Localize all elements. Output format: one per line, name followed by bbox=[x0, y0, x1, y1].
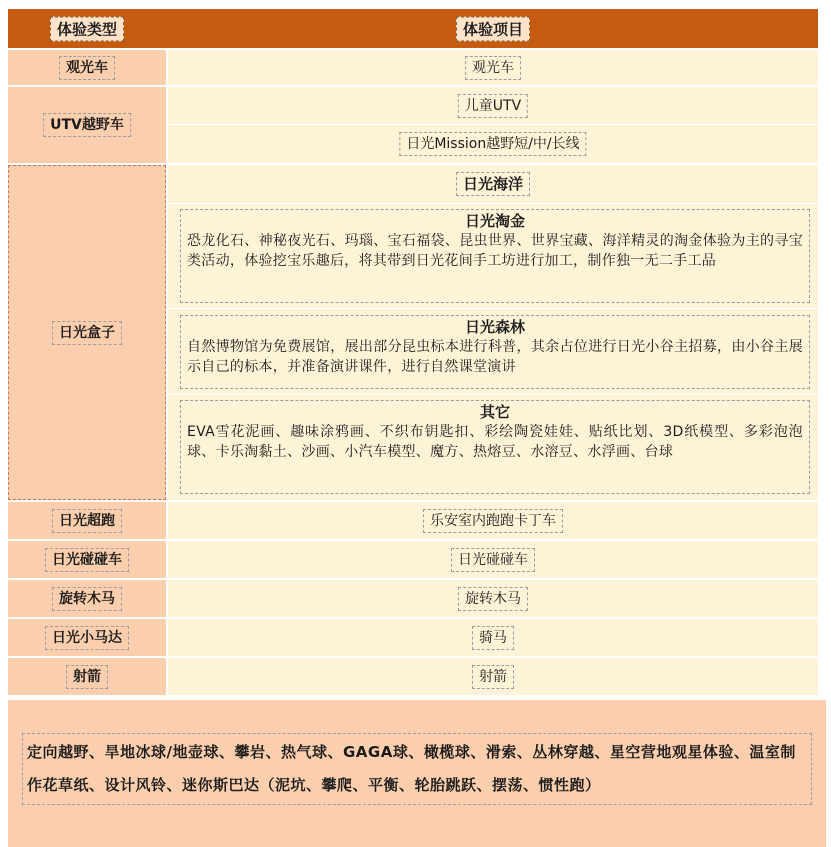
item-label: 旋转木马 bbox=[458, 587, 528, 611]
table-row bbox=[8, 541, 818, 578]
type-cell bbox=[8, 165, 166, 500]
other-description: EVA雪花泥画、趣味涂鸦画、不织布钥匙扣、彩绘陶瓷娃娃、贴纸比划、3D纸模型、多彩泡泡球、卡乐淘黏土、沙画、小汽车模型、魔方、热熔豆、水溶豆、水浮画、台球 bbox=[187, 424, 803, 460]
item-label: 日光Mission越野短/中/长线 bbox=[399, 132, 586, 156]
item-subcell bbox=[168, 125, 818, 163]
item-cell bbox=[168, 619, 818, 656]
other-title: 其它 bbox=[479, 403, 510, 421]
table-row bbox=[8, 619, 818, 656]
type-label: 日光小马达 bbox=[45, 626, 129, 650]
ocean-label: 日光海洋 bbox=[456, 172, 530, 196]
type-label: 日光碰碰车 bbox=[45, 548, 129, 572]
type-cell bbox=[8, 658, 166, 695]
type-cell bbox=[8, 541, 166, 578]
type-cell bbox=[8, 619, 166, 656]
other-activities-text: 定向越野、旱地冰球/地壶球、攀岩、热气球、GAGA球、橄榄球、滑索、丛林穿越、星空营地观星体验、温室制作花草纸、设计风铃、迷你斯巴达（泥坑、攀爬、平衡、轮胎跳跃、摆荡、惯性跑） bbox=[22, 733, 812, 805]
table-row bbox=[8, 87, 818, 163]
forest-description: 自然博物馆为免费展馆，展出部分昆虫标本进行科普，其余占位进行日光小谷主招募，由小谷主展示自己的标本，并准备演讲课件，进行自然课堂演讲 bbox=[187, 339, 803, 375]
forest-block bbox=[180, 315, 810, 389]
item-cell bbox=[168, 50, 818, 85]
item-cell bbox=[168, 580, 818, 617]
divider bbox=[168, 203, 818, 204]
type-cell bbox=[8, 580, 166, 617]
item-cell bbox=[168, 502, 818, 539]
header-item-cell bbox=[168, 9, 818, 48]
table-header bbox=[8, 9, 818, 48]
type-label: 射箭 bbox=[66, 665, 108, 689]
header-type-label: 体验类型 bbox=[50, 16, 124, 41]
item-label: 观光车 bbox=[465, 56, 521, 80]
table-row bbox=[8, 50, 818, 85]
type-label: 日光超跑 bbox=[52, 509, 122, 533]
type-label: UTV越野车 bbox=[43, 113, 131, 137]
header-item-label: 体验项目 bbox=[456, 16, 530, 41]
type-label: 旋转木马 bbox=[52, 587, 122, 611]
item-label: 骑马 bbox=[472, 626, 514, 650]
type-cell bbox=[8, 502, 166, 539]
gold-block bbox=[180, 209, 810, 303]
type-cell bbox=[8, 50, 166, 85]
item-label: 儿童UTV bbox=[458, 94, 528, 118]
item-label: 乐安室内跑跑卡丁车 bbox=[423, 509, 563, 533]
item-subcell bbox=[168, 87, 818, 124]
divider bbox=[168, 308, 818, 309]
item-cell bbox=[168, 165, 818, 500]
type-label: 日光盒子 bbox=[52, 321, 122, 345]
item-label: 日光碰碰车 bbox=[451, 548, 535, 572]
other-activities-section bbox=[8, 700, 826, 847]
table-row bbox=[8, 165, 818, 500]
forest-title: 日光森林 bbox=[464, 318, 525, 336]
item-cell bbox=[168, 658, 818, 695]
header-type-cell bbox=[8, 9, 166, 48]
type-label: 观光车 bbox=[59, 56, 115, 80]
item-label: 射箭 bbox=[472, 665, 514, 689]
divider bbox=[168, 394, 818, 395]
table-row bbox=[8, 502, 818, 539]
table-row bbox=[8, 580, 818, 617]
item-cell bbox=[168, 541, 818, 578]
item-cell bbox=[168, 87, 818, 163]
gold-title: 日光淘金 bbox=[464, 212, 525, 230]
table-row bbox=[8, 658, 818, 695]
gold-description: 恐龙化石、神秘夜光石、玛瑙、宝石福袋、昆虫世界、世界宝藏、海洋精灵的淘金体验为主的寻宝类活动，体验挖宝乐趣后，将其带到日光花间手工坊进行加工，制作独一无二手工品 bbox=[187, 233, 803, 269]
type-cell bbox=[8, 87, 166, 163]
item-subcell bbox=[168, 165, 818, 203]
other-block bbox=[180, 400, 810, 494]
